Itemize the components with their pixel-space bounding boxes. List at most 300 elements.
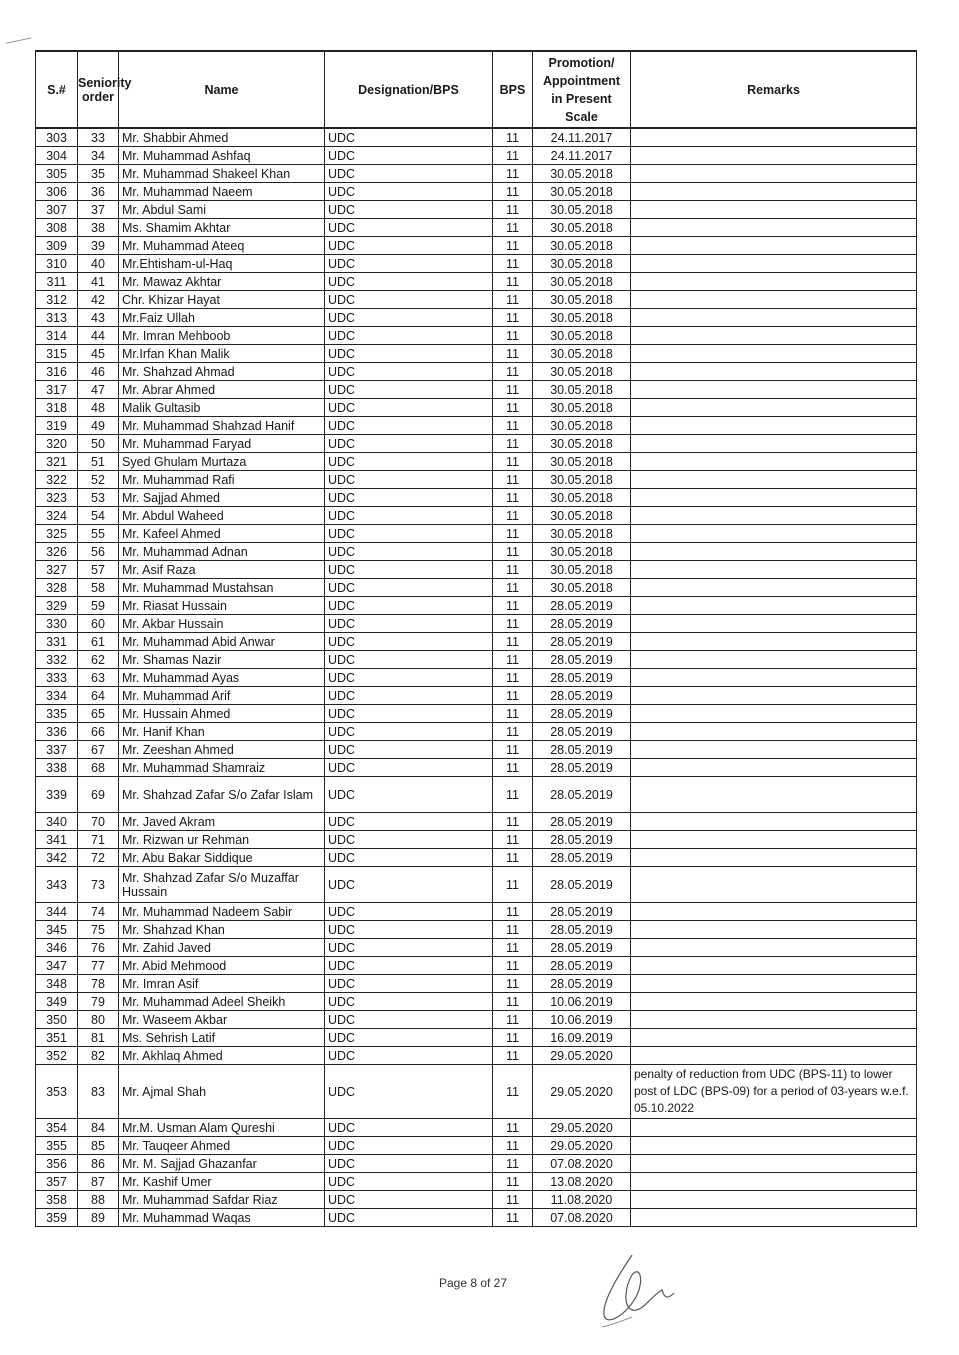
cell-remarks — [631, 219, 917, 237]
cell-remarks — [631, 147, 917, 165]
cell-remarks — [631, 831, 917, 849]
cell-sno: 342 — [36, 849, 78, 867]
table-row — [36, 633, 917, 651]
table-row — [36, 1209, 917, 1227]
table-row — [36, 723, 917, 741]
table-row — [36, 381, 917, 399]
cell-name: Mr. Imran Mehboob — [119, 327, 325, 345]
cell-name: Mr. Asif Raza — [119, 561, 325, 579]
cell-designation: UDC — [325, 183, 493, 201]
cell-promotion-date: 28.05.2019 — [533, 705, 631, 723]
table-row — [36, 435, 917, 453]
cell-bps: 11 — [493, 957, 533, 975]
cell-bps: 11 — [493, 723, 533, 741]
cell-bps: 11 — [493, 1209, 533, 1227]
cell-promotion-date: 28.05.2019 — [533, 867, 631, 903]
table-row — [36, 579, 917, 597]
cell-remarks — [631, 453, 917, 471]
cell-seniority: 43 — [78, 309, 119, 327]
cell-name: Mr. Tauqeer Ahmed — [119, 1137, 325, 1155]
cell-promotion-date: 30.05.2018 — [533, 471, 631, 489]
cell-remarks — [631, 579, 917, 597]
table-row — [36, 1119, 917, 1137]
table-row — [36, 507, 917, 525]
cell-name: Syed Ghulam Murtaza — [119, 453, 325, 471]
cell-sno: 345 — [36, 921, 78, 939]
cell-seniority: 73 — [78, 867, 119, 903]
table-row — [36, 741, 917, 759]
cell-name: Mr. Waseem Akbar — [119, 1011, 325, 1029]
cell-bps: 11 — [493, 561, 533, 579]
cell-bps: 11 — [493, 903, 533, 921]
cell-promotion-date: 29.05.2020 — [533, 1065, 631, 1119]
cell-name: Mr.Irfan Khan Malik — [119, 345, 325, 363]
header-seniority: Seniority order — [78, 51, 119, 128]
cell-sno: 343 — [36, 867, 78, 903]
cell-remarks — [631, 399, 917, 417]
cell-promotion-date: 28.05.2019 — [533, 651, 631, 669]
cell-name: Mr. Akhlaq Ahmed — [119, 1047, 325, 1065]
cell-seniority: 64 — [78, 687, 119, 705]
cell-remarks — [631, 489, 917, 507]
cell-seniority: 76 — [78, 939, 119, 957]
cell-seniority: 85 — [78, 1137, 119, 1155]
cell-promotion-date: 29.05.2020 — [533, 1137, 631, 1155]
cell-promotion-date: 28.05.2019 — [533, 903, 631, 921]
cell-seniority: 82 — [78, 1047, 119, 1065]
cell-remarks: penalty of reduction from UDC (BPS-11) to lower post of LDC (BPS-09) for a period of 03-years w.e.f. 05.10.2022 — [631, 1065, 917, 1119]
table-row — [36, 453, 917, 471]
cell-promotion-date: 28.05.2019 — [533, 615, 631, 633]
cell-sno: 326 — [36, 543, 78, 561]
cell-remarks — [631, 1191, 917, 1209]
cell-bps: 11 — [493, 255, 533, 273]
cell-promotion-date: 28.05.2019 — [533, 957, 631, 975]
table-row — [36, 128, 917, 147]
cell-seniority: 46 — [78, 363, 119, 381]
cell-name: Mr. Muhammad Shamraiz — [119, 759, 325, 777]
cell-seniority: 36 — [78, 183, 119, 201]
cell-bps: 11 — [493, 165, 533, 183]
cell-bps: 11 — [493, 705, 533, 723]
cell-bps: 11 — [493, 741, 533, 759]
cell-designation: UDC — [325, 651, 493, 669]
cell-seniority: 49 — [78, 417, 119, 435]
cell-name: Mr. Muhammad Rafi — [119, 471, 325, 489]
cell-name: Mr. Zahid Javed — [119, 939, 325, 957]
cell-sno: 354 — [36, 1119, 78, 1137]
table-row — [36, 1011, 917, 1029]
cell-seniority: 52 — [78, 471, 119, 489]
cell-name: Mr. Shahzad Ahmad — [119, 363, 325, 381]
cell-promotion-date: 24.11.2017 — [533, 147, 631, 165]
cell-name: Mr. Mawaz Akhtar — [119, 273, 325, 291]
cell-sno: 335 — [36, 705, 78, 723]
cell-sno: 357 — [36, 1173, 78, 1191]
cell-sno: 331 — [36, 633, 78, 651]
cell-name: Mr. Muhammad Mustahsan — [119, 579, 325, 597]
cell-sno: 333 — [36, 669, 78, 687]
cell-seniority: 53 — [78, 489, 119, 507]
header-remarks: Remarks — [631, 51, 917, 128]
seniority-table — [35, 50, 917, 1227]
cell-promotion-date: 28.05.2019 — [533, 723, 631, 741]
table-row — [36, 399, 917, 417]
cell-remarks — [631, 1155, 917, 1173]
table-row — [36, 273, 917, 291]
cell-remarks — [631, 741, 917, 759]
cell-remarks — [631, 309, 917, 327]
cell-name: Mr. Imran Asif — [119, 975, 325, 993]
cell-remarks — [631, 993, 917, 1011]
cell-seniority: 55 — [78, 525, 119, 543]
cell-designation: UDC — [325, 633, 493, 651]
cell-remarks — [631, 255, 917, 273]
cell-designation: UDC — [325, 705, 493, 723]
cell-remarks — [631, 957, 917, 975]
cell-designation: UDC — [325, 1209, 493, 1227]
cell-name: Mr. Zeeshan Ahmed — [119, 741, 325, 759]
cell-designation: UDC — [325, 128, 493, 147]
cell-sno: 311 — [36, 273, 78, 291]
cell-remarks — [631, 201, 917, 219]
header-bps: BPS — [493, 51, 533, 128]
cell-promotion-date: 28.05.2019 — [533, 921, 631, 939]
cell-promotion-date: 30.05.2018 — [533, 309, 631, 327]
cell-designation: UDC — [325, 1155, 493, 1173]
cell-promotion-date: 30.05.2018 — [533, 345, 631, 363]
table-row — [36, 705, 917, 723]
table-row — [36, 255, 917, 273]
table-row — [36, 525, 917, 543]
cell-remarks — [631, 1011, 917, 1029]
cell-sno: 312 — [36, 291, 78, 309]
cell-bps: 11 — [493, 543, 533, 561]
cell-designation: UDC — [325, 345, 493, 363]
cell-promotion-date: 28.05.2019 — [533, 597, 631, 615]
cell-promotion-date: 30.05.2018 — [533, 291, 631, 309]
table-row — [36, 183, 917, 201]
table-row — [36, 957, 917, 975]
cell-remarks — [631, 597, 917, 615]
cell-name: Mr. Muhammad Ayas — [119, 669, 325, 687]
cell-name: Mr. Kafeel Ahmed — [119, 525, 325, 543]
cell-bps: 11 — [493, 489, 533, 507]
cell-sno: 319 — [36, 417, 78, 435]
cell-seniority: 34 — [78, 147, 119, 165]
cell-name: Mr. Hanif Khan — [119, 723, 325, 741]
table-row — [36, 867, 917, 903]
table-row — [36, 813, 917, 831]
cell-remarks — [631, 867, 917, 903]
cell-name: Mr. Muhammad Faryad — [119, 435, 325, 453]
cell-bps: 11 — [493, 777, 533, 813]
cell-sno: 328 — [36, 579, 78, 597]
cell-bps: 11 — [493, 201, 533, 219]
cell-promotion-date: 28.05.2019 — [533, 849, 631, 867]
cell-sno: 332 — [36, 651, 78, 669]
cell-bps: 11 — [493, 615, 533, 633]
cell-name: Mr. Hussain Ahmed — [119, 705, 325, 723]
table-row — [36, 903, 917, 921]
cell-remarks — [631, 939, 917, 957]
cell-bps: 11 — [493, 363, 533, 381]
cell-bps: 11 — [493, 1191, 533, 1209]
cell-remarks — [631, 381, 917, 399]
cell-promotion-date: 30.05.2018 — [533, 543, 631, 561]
cell-remarks — [631, 1047, 917, 1065]
cell-sno: 337 — [36, 741, 78, 759]
cell-seniority: 39 — [78, 237, 119, 255]
table-row — [36, 687, 917, 705]
cell-name: Mr. Sajjad Ahmed — [119, 489, 325, 507]
cell-name: Mr. Abdul Waheed — [119, 507, 325, 525]
cell-bps: 11 — [493, 921, 533, 939]
table-row — [36, 1065, 917, 1119]
cell-sno: 316 — [36, 363, 78, 381]
cell-bps: 11 — [493, 219, 533, 237]
table-row — [36, 975, 917, 993]
table-row — [36, 597, 917, 615]
cell-designation: UDC — [325, 939, 493, 957]
cell-name: Mr. Kashif Umer — [119, 1173, 325, 1191]
cell-remarks — [631, 273, 917, 291]
cell-bps: 11 — [493, 633, 533, 651]
cell-designation: UDC — [325, 759, 493, 777]
cell-designation: UDC — [325, 597, 493, 615]
cell-sno: 306 — [36, 183, 78, 201]
table-row — [36, 615, 917, 633]
cell-promotion-date: 30.05.2018 — [533, 561, 631, 579]
cell-promotion-date: 07.08.2020 — [533, 1155, 631, 1173]
cell-seniority: 44 — [78, 327, 119, 345]
cell-seniority: 74 — [78, 903, 119, 921]
cell-promotion-date: 07.08.2020 — [533, 1209, 631, 1227]
cell-remarks — [631, 777, 917, 813]
cell-seniority: 54 — [78, 507, 119, 525]
cell-designation: UDC — [325, 147, 493, 165]
cell-designation: UDC — [325, 201, 493, 219]
cell-sno: 344 — [36, 903, 78, 921]
cell-seniority: 84 — [78, 1119, 119, 1137]
table-body — [36, 128, 917, 1227]
cell-bps: 11 — [493, 597, 533, 615]
cell-bps: 11 — [493, 1119, 533, 1137]
cell-bps: 11 — [493, 381, 533, 399]
cell-designation: UDC — [325, 1191, 493, 1209]
cell-seniority: 35 — [78, 165, 119, 183]
cell-designation: UDC — [325, 543, 493, 561]
cell-bps: 11 — [493, 687, 533, 705]
cell-name: Mr. Muhammad Adnan — [119, 543, 325, 561]
cell-name: Mr. Muhammad Shahzad Hanif — [119, 417, 325, 435]
cell-bps: 11 — [493, 759, 533, 777]
cell-designation: UDC — [325, 957, 493, 975]
table-row — [36, 831, 917, 849]
cell-seniority: 87 — [78, 1173, 119, 1191]
cell-name: Mr. Shahzad Khan — [119, 921, 325, 939]
cell-seniority: 75 — [78, 921, 119, 939]
cell-designation: UDC — [325, 1119, 493, 1137]
cell-seniority: 38 — [78, 219, 119, 237]
header-name: Name — [119, 51, 325, 128]
cell-bps: 11 — [493, 849, 533, 867]
cell-promotion-date: 30.05.2018 — [533, 327, 631, 345]
cell-promotion-date: 30.05.2018 — [533, 381, 631, 399]
cell-designation: UDC — [325, 561, 493, 579]
cell-name: Mr. Muhammad Arif — [119, 687, 325, 705]
cell-sno: 338 — [36, 759, 78, 777]
cell-designation: UDC — [325, 615, 493, 633]
header-sno: S.# — [36, 51, 78, 128]
cell-promotion-date: 16.09.2019 — [533, 1029, 631, 1047]
cell-designation: UDC — [325, 237, 493, 255]
cell-name: Mr. Abdul Sami — [119, 201, 325, 219]
table-row — [36, 147, 917, 165]
cell-name: Mr. Muhammad Adeel Sheikh — [119, 993, 325, 1011]
cell-bps: 11 — [493, 291, 533, 309]
cell-bps: 11 — [493, 831, 533, 849]
cell-designation: UDC — [325, 579, 493, 597]
cell-designation: UDC — [325, 867, 493, 903]
cell-designation: UDC — [325, 687, 493, 705]
cell-seniority: 40 — [78, 255, 119, 273]
cell-name: Mr. Muhammad Nadeem Sabir — [119, 903, 325, 921]
cell-remarks — [631, 849, 917, 867]
cell-remarks — [631, 651, 917, 669]
cell-sno: 304 — [36, 147, 78, 165]
cell-sno: 334 — [36, 687, 78, 705]
table-row — [36, 939, 917, 957]
cell-name: Mr. Muhammad Waqas — [119, 1209, 325, 1227]
cell-designation: UDC — [325, 813, 493, 831]
table-row — [36, 309, 917, 327]
table-row — [36, 1191, 917, 1209]
cell-promotion-date: 30.05.2018 — [533, 507, 631, 525]
table-row — [36, 201, 917, 219]
cell-promotion-date: 28.05.2019 — [533, 975, 631, 993]
cell-name: Mr. M. Sajjad Ghazanfar — [119, 1155, 325, 1173]
cell-remarks — [631, 705, 917, 723]
header-row — [36, 51, 917, 128]
cell-bps: 11 — [493, 939, 533, 957]
cell-name: Mr. Rizwan ur Rehman — [119, 831, 325, 849]
cell-seniority: 78 — [78, 975, 119, 993]
cell-promotion-date: 29.05.2020 — [533, 1047, 631, 1065]
cell-remarks — [631, 327, 917, 345]
cell-sno: 348 — [36, 975, 78, 993]
cell-seniority: 88 — [78, 1191, 119, 1209]
cell-remarks — [631, 183, 917, 201]
cell-promotion-date: 30.05.2018 — [533, 201, 631, 219]
cell-bps: 11 — [493, 525, 533, 543]
cell-sno: 307 — [36, 201, 78, 219]
cell-designation: UDC — [325, 309, 493, 327]
cell-designation: UDC — [325, 1137, 493, 1155]
cell-remarks — [631, 723, 917, 741]
cell-sno: 356 — [36, 1155, 78, 1173]
cell-remarks — [631, 1209, 917, 1227]
cell-sno: 322 — [36, 471, 78, 489]
table-row — [36, 1155, 917, 1173]
cell-remarks — [631, 1173, 917, 1191]
cell-promotion-date: 30.05.2018 — [533, 435, 631, 453]
cell-remarks — [631, 543, 917, 561]
cell-remarks — [631, 615, 917, 633]
cell-name: Mr. Akbar Hussain — [119, 615, 325, 633]
cell-designation: UDC — [325, 975, 493, 993]
cell-sno: 308 — [36, 219, 78, 237]
cell-bps: 11 — [493, 867, 533, 903]
cell-bps: 11 — [493, 813, 533, 831]
cell-promotion-date: 28.05.2019 — [533, 669, 631, 687]
scan-mark — [6, 37, 32, 46]
table-row — [36, 759, 917, 777]
cell-sno: 314 — [36, 327, 78, 345]
cell-promotion-date: 11.08.2020 — [533, 1191, 631, 1209]
table-row — [36, 993, 917, 1011]
cell-name: Chr. Khizar Hayat — [119, 291, 325, 309]
cell-bps: 11 — [493, 1173, 533, 1191]
cell-designation: UDC — [325, 741, 493, 759]
cell-sno: 325 — [36, 525, 78, 543]
table-row — [36, 165, 917, 183]
cell-seniority: 83 — [78, 1065, 119, 1119]
cell-designation: UDC — [325, 471, 493, 489]
cell-name: Mr. Muhammad Safdar Riaz — [119, 1191, 325, 1209]
cell-promotion-date: 30.05.2018 — [533, 273, 631, 291]
cell-name: Mr. Abrar Ahmed — [119, 381, 325, 399]
cell-sno: 317 — [36, 381, 78, 399]
table-row — [36, 561, 917, 579]
cell-designation: UDC — [325, 453, 493, 471]
header-designation: Designation/BPS — [325, 51, 493, 128]
table-row — [36, 1029, 917, 1047]
page-number: Page 8 of 27 — [438, 1276, 508, 1290]
cell-bps: 11 — [493, 128, 533, 147]
cell-bps: 11 — [493, 237, 533, 255]
cell-name: Mr. Shabbir Ahmed — [119, 128, 325, 147]
table-row — [36, 219, 917, 237]
cell-bps: 11 — [493, 1137, 533, 1155]
cell-remarks — [631, 417, 917, 435]
cell-designation: UDC — [325, 723, 493, 741]
cell-remarks — [631, 633, 917, 651]
cell-promotion-date: 28.05.2019 — [533, 939, 631, 957]
cell-bps: 11 — [493, 993, 533, 1011]
cell-designation: UDC — [325, 1065, 493, 1119]
cell-promotion-date: 30.05.2018 — [533, 417, 631, 435]
cell-promotion-date: 30.05.2018 — [533, 399, 631, 417]
cell-sno: 340 — [36, 813, 78, 831]
cell-seniority: 50 — [78, 435, 119, 453]
cell-designation: UDC — [325, 489, 493, 507]
table-row — [36, 651, 917, 669]
cell-promotion-date: 28.05.2019 — [533, 633, 631, 651]
cell-sno: 351 — [36, 1029, 78, 1047]
cell-seniority: 56 — [78, 543, 119, 561]
cell-remarks — [631, 165, 917, 183]
cell-promotion-date: 29.05.2020 — [533, 1119, 631, 1137]
cell-seniority: 57 — [78, 561, 119, 579]
cell-seniority: 45 — [78, 345, 119, 363]
cell-seniority: 33 — [78, 128, 119, 147]
cell-designation: UDC — [325, 1029, 493, 1047]
cell-seniority: 81 — [78, 1029, 119, 1047]
cell-bps: 11 — [493, 453, 533, 471]
cell-sno: 359 — [36, 1209, 78, 1227]
cell-sno: 323 — [36, 489, 78, 507]
